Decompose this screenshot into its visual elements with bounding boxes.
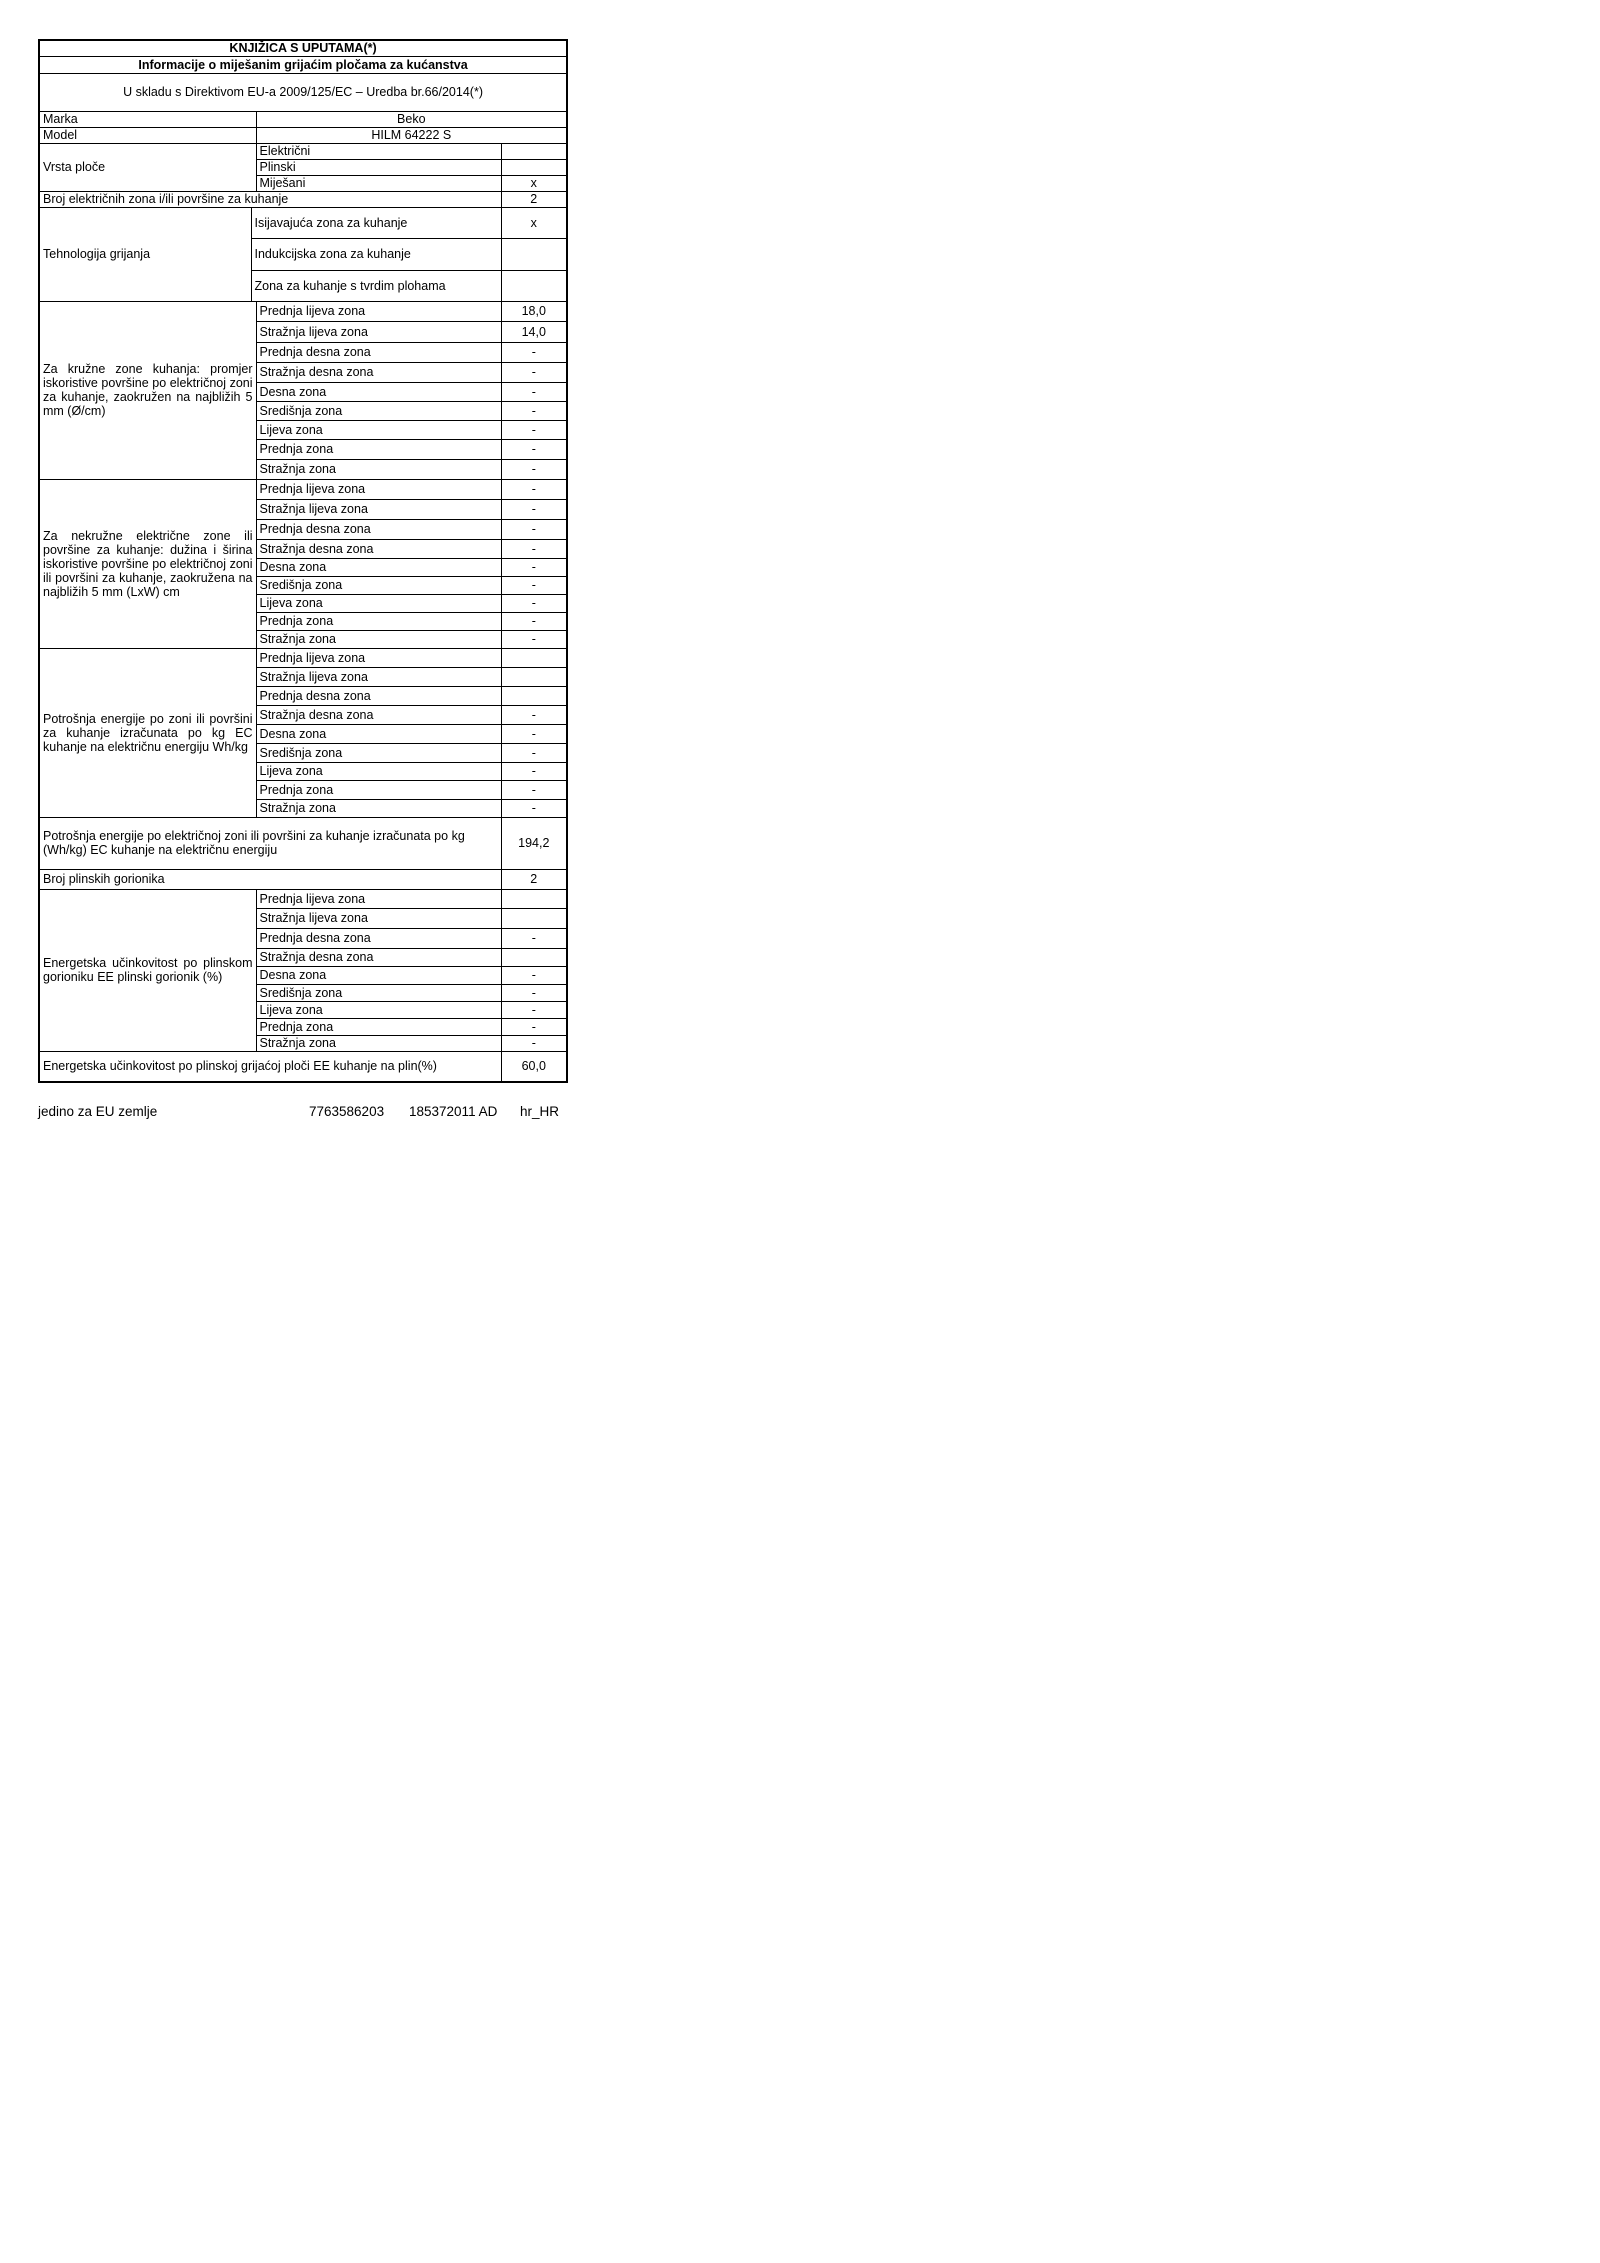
gas-efficiency-zone-value: - bbox=[501, 928, 567, 948]
heating-tech-mark bbox=[501, 238, 567, 270]
energy-zone-zone-name: Prednja desna zona bbox=[256, 686, 501, 705]
noncircular-zone-zone-value: - bbox=[501, 630, 567, 648]
hob-type-label: Vrsta ploče bbox=[39, 143, 256, 191]
noncircular-zone-zone-name: Lijeva zona bbox=[256, 594, 501, 612]
gas-efficiency-zone-name: Stražnja lijeva zona bbox=[256, 908, 501, 928]
document-title: KNJIŽICA S UPUTAMA(*) bbox=[39, 40, 567, 56]
energy-zone-zone-value: - bbox=[501, 799, 567, 817]
noncircular-zone-zone-value: - bbox=[501, 539, 567, 558]
circular-zone-zone-value: - bbox=[501, 439, 567, 459]
energy-total-value: 194,2 bbox=[501, 817, 567, 869]
energy-zone-zone-name: Stražnja desna zona bbox=[256, 705, 501, 724]
energy-zone-zone-name: Desna zona bbox=[256, 724, 501, 743]
noncircular-zone-zone-value: - bbox=[501, 519, 567, 539]
circular-zone-zone-name: Prednja zona bbox=[256, 439, 501, 459]
hob-type-mark bbox=[501, 159, 567, 175]
noncircular-zone-zone-name: Desna zona bbox=[256, 558, 501, 576]
footer-locale: hr_HR bbox=[520, 1104, 560, 1119]
gas-burners-label: Broj plinskih gorionika bbox=[39, 869, 501, 889]
noncircular-zone-zone-value: - bbox=[501, 558, 567, 576]
gas-efficiency-zone-value: - bbox=[501, 1001, 567, 1018]
heating-tech-mark: x bbox=[501, 207, 567, 238]
footer bbox=[38, 1104, 566, 1120]
noncircular-zone-zone-name: Prednja desna zona bbox=[256, 519, 501, 539]
circular-zone-zone-name: Prednja desna zona bbox=[256, 342, 501, 362]
circular-zone-zone-value: - bbox=[501, 382, 567, 401]
gas-efficiency-zone-value: - bbox=[501, 1035, 567, 1051]
energy-zone-zone-value bbox=[501, 686, 567, 705]
energy-zone-zone-name: Stražnja zona bbox=[256, 799, 501, 817]
energy-zone-zone-value: - bbox=[501, 705, 567, 724]
hob-type-option: Plinski bbox=[256, 159, 501, 175]
heating-tech-option: Isijavajuća zona za kuhanje bbox=[251, 207, 501, 238]
gas-total-label: Energetska učinkovitost po plinskoj grijaćoj ploči EE kuhanje na plin(%) bbox=[39, 1051, 501, 1082]
circular-zone-zone-value: 18,0 bbox=[501, 301, 567, 321]
energy-zone-zone-name: Stražnja lijeva zona bbox=[256, 667, 501, 686]
gas-efficiency-zone-value: - bbox=[501, 984, 567, 1001]
gas-efficiency-zone-name: Lijeva zona bbox=[256, 1001, 501, 1018]
noncircular-zone-zone-value: - bbox=[501, 594, 567, 612]
circular-zone-zone-name: Stražnja desna zona bbox=[256, 362, 501, 382]
gas-efficiency-zone-name: Središnja zona bbox=[256, 984, 501, 1001]
gas-efficiency-zone-name: Stražnja desna zona bbox=[256, 948, 501, 966]
energy-zone-zone-name: Lijeva zona bbox=[256, 762, 501, 780]
noncircular-zone-zone-name: Stražnja zona bbox=[256, 630, 501, 648]
document-subtitle: Informacije o miješanim grijaćim pločama za kućanstva bbox=[39, 56, 567, 73]
energy-zone-zone-value bbox=[501, 667, 567, 686]
footer-code: 7763586203 bbox=[309, 1104, 385, 1119]
electric-zone-count-label: Broj električnih zona i/ili površine za kuhanje bbox=[39, 191, 501, 207]
noncircular-zone-zone-name: Prednja lijeva zona bbox=[256, 479, 501, 499]
gas-efficiency-zone-name: Prednja lijeva zona bbox=[256, 889, 501, 908]
gas-efficiency-zone-value: - bbox=[501, 966, 567, 984]
footer-note: jedino za EU zemlje bbox=[38, 1104, 158, 1119]
regulation-text: U skladu s Direktivom EU-a 2009/125/EC – Uredba br.66/2014(*) bbox=[39, 73, 567, 111]
noncircular-zone-zone-name: Stražnja desna zona bbox=[256, 539, 501, 558]
noncircular-zone-zone-name: Prednja zona bbox=[256, 612, 501, 630]
circular-zone-zone-name: Lijeva zona bbox=[256, 420, 501, 439]
footer-code: 185372011 AD bbox=[409, 1104, 498, 1119]
gas-efficiency-zone-name: Stražnja zona bbox=[256, 1035, 501, 1051]
gas-efficiency-zone-value bbox=[501, 908, 567, 928]
gas-efficiency-zone-value bbox=[501, 948, 567, 966]
noncircular-zone-zone-value: - bbox=[501, 479, 567, 499]
gas-total-value: 60,0 bbox=[501, 1051, 567, 1082]
info-sheet bbox=[38, 39, 566, 1083]
energy-zone-zone-value bbox=[501, 648, 567, 667]
gas-efficiency-label: Energetska učinkovitost po plinskom gorioniku EE plinski gorionik (%) bbox=[39, 889, 256, 1051]
energy-zone-zone-value: - bbox=[501, 724, 567, 743]
circular-zone-zone-value: - bbox=[501, 420, 567, 439]
circular-zone-zone-value: - bbox=[501, 342, 567, 362]
circular-zone-zone-name: Desna zona bbox=[256, 382, 501, 401]
heating-tech-option: Zona za kuhanje s tvrdim plohama bbox=[251, 270, 501, 301]
noncircular-zone-zone-value: - bbox=[501, 576, 567, 594]
circular-zone-zone-name: Stražnja zona bbox=[256, 459, 501, 479]
model-label: Model bbox=[39, 127, 256, 143]
gas-burners-value: 2 bbox=[501, 869, 567, 889]
circular-zone-zone-value: - bbox=[501, 362, 567, 382]
hob-type-mark bbox=[501, 143, 567, 159]
hob-type-option: Električni bbox=[256, 143, 501, 159]
circular-zone-zone-name: Prednja lijeva zona bbox=[256, 301, 501, 321]
circular-zone-zone-value: - bbox=[501, 459, 567, 479]
energy-zone-zone-name: Prednja lijeva zona bbox=[256, 648, 501, 667]
gas-efficiency-zone-value bbox=[501, 889, 567, 908]
noncircular-zone-zone-value: - bbox=[501, 499, 567, 519]
energy-zone-zone-value: - bbox=[501, 780, 567, 799]
hob-type-option: Miješani bbox=[256, 175, 501, 191]
energy-total-label: Potrošnja energije po električnoj zoni ili površini za kuhanje izračunata po kg (Wh/kg) EC kuhanje na električnu energiju bbox=[39, 817, 501, 869]
heating-tech-mark bbox=[501, 270, 567, 301]
electric-zone-count-value: 2 bbox=[501, 191, 567, 207]
model-value: HILM 64222 S bbox=[256, 127, 567, 143]
noncircular-zone-zone-value: - bbox=[501, 612, 567, 630]
energy-zone-zone-value: - bbox=[501, 743, 567, 762]
energy-zone-zone-name: Prednja zona bbox=[256, 780, 501, 799]
circular-zone-zone-value: - bbox=[501, 401, 567, 420]
gas-efficiency-zone-name: Desna zona bbox=[256, 966, 501, 984]
circular-zone-zone-name: Stražnja lijeva zona bbox=[256, 321, 501, 342]
heating-tech-label: Tehnologija grijanja bbox=[39, 207, 251, 301]
product-info-table bbox=[38, 39, 568, 1083]
circular-zone-zone-value: 14,0 bbox=[501, 321, 567, 342]
noncircular-zone-zone-name: Središnja zona bbox=[256, 576, 501, 594]
brand-value: Beko bbox=[256, 111, 567, 127]
noncircular-zone-label: Za nekružne električne zone ili površine za kuhanje: dužina i širina iskoristive površine po električnoj zoni ili površini za kuhanje, zaokružena na najbližih 5 mm (LxW) cm bbox=[39, 479, 256, 648]
hob-type-mark: x bbox=[501, 175, 567, 191]
brand-label: Marka bbox=[39, 111, 256, 127]
circular-zone-zone-name: Središnja zona bbox=[256, 401, 501, 420]
noncircular-zone-zone-name: Stražnja lijeva zona bbox=[256, 499, 501, 519]
gas-efficiency-zone-name: Prednja zona bbox=[256, 1018, 501, 1035]
energy-zone-zone-name: Središnja zona bbox=[256, 743, 501, 762]
gas-efficiency-zone-value: - bbox=[501, 1018, 567, 1035]
energy-zone-label: Potrošnja energije po zoni ili površini za kuhanje izračunata po kg EC kuhanje na električnu energiju Wh/kg bbox=[39, 648, 256, 817]
gas-efficiency-zone-name: Prednja desna zona bbox=[256, 928, 501, 948]
circular-zone-label: Za kružne zone kuhanja: promjer iskoristive površine po električnoj zoni za kuhanje, zaokružen na najbližih 5 mm (Ø/cm) bbox=[39, 301, 256, 479]
heating-tech-option: Indukcijska zona za kuhanje bbox=[251, 238, 501, 270]
energy-zone-zone-value: - bbox=[501, 762, 567, 780]
